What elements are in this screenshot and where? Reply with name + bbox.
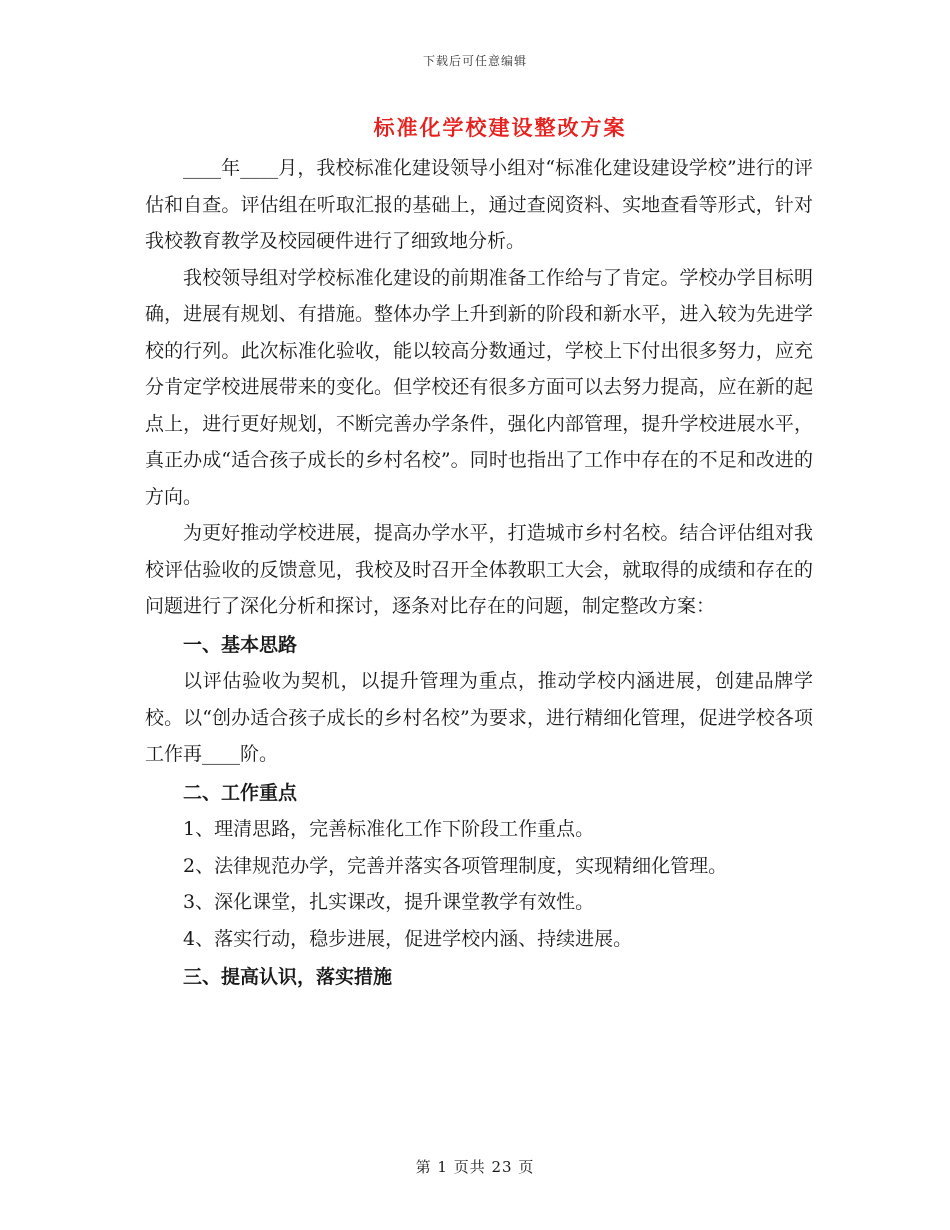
list-item: 3、深化课堂，扎实课改，提升课堂教学有效性。 (183, 891, 595, 913)
list-item: 4、落实行动，稳步进展，促进学校内涵、持续进展。 (183, 927, 633, 950)
paragraph-intro: ____年____月，我校标准化建设领导小组对“标准化建设建设学校”进行的评估和自查。评估组在听取汇报的基础上，通过查阅资料、实地查看等形式，针对我校教育教学及校园硬件进行了细致地分析。 (145, 157, 813, 252)
document-body (145, 150, 813, 996)
list-item: 2、法律规范办学，完善并落实各项管理制度，实现精细化管理。 (183, 854, 728, 877)
paragraph-basic-ideas: 以评估验收为契机，以提升管理为重点，推动学校内涵进展，创建品牌学校。以“创办适合孩子成长的乡村名校”为要求，进行精细化管理，促进学校各项工作再____阶。 (145, 670, 813, 765)
list-item: 1、理清思路，完善标准化工作下阶段工作重点。 (183, 818, 595, 840)
document-title: 标准化学校建设整改方案 (373, 115, 627, 140)
section-heading-basic-ideas: 一、基本思路 (183, 633, 298, 656)
section-heading-measures: 三、提高认识，落实措施 (183, 966, 393, 988)
section-heading-work-focus: 二、工作重点 (183, 781, 298, 804)
page-number-footer: 第 1 页共 23 页 (415, 1158, 535, 1176)
paragraph-affirmation: 我校领导组对学校标准化建设的前期准备工作给与了肯定。学校办学目标明确，进展有规划、有措施。整体办学上升到新的阶段和新水平，进入较为先进学校的行列。此次标准化验收，能以较高分数通过，学校上下付出很多努力，应充分肯定学校进展带来的变化。但学校还有很多方面可以去努力提高，应在新的起点上，进行更好规划，不断完善办学条件，强化内部管理，提升学校进展水平，真正办成“适合孩子成长的乡村名校”。同时也指出了工作中存在的不足和改进的方向。 (145, 266, 813, 508)
paragraph-plan: 为更好推动学校进展，提高办学水平，打造城市乡村名校。结合评估组对我校评估验收的反馈意见，我校及时召开全体教职工大会，就取得的成绩和存在的问题进行了深化分析和探讨，逐条对比存在的问题，制定整改方案： (145, 522, 813, 617)
page-header-note: 下载后可任意编辑 (422, 54, 527, 68)
